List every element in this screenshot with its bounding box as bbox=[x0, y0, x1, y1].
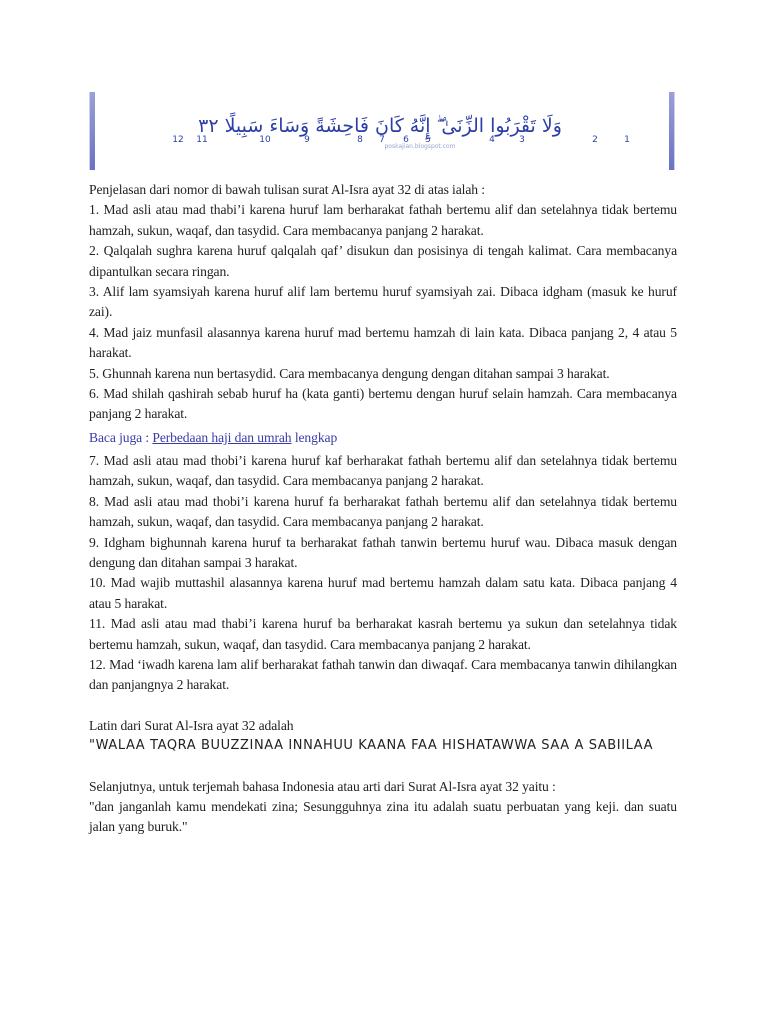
verse-number-label: 9 bbox=[304, 135, 310, 145]
explanation-item: 9. Idgham bighunnah karena huruf ta berharakat fathah tanwin bertemu huruf wau. Dibaca masuk dengan dengung dan ditahan sampai 3 harakat. bbox=[89, 534, 677, 570]
explanation-list-part2 bbox=[89, 451, 677, 696]
spacer bbox=[89, 757, 677, 777]
verse-number-label: 3 bbox=[519, 135, 525, 145]
verse-arabic-graphic bbox=[90, 92, 676, 170]
verse-watermark: poskajian.blogspot.com bbox=[384, 143, 456, 150]
explanation-item: 7. Mad asli atau mad thobi’i karena huruf kaf berharakat fathah bertemu alif dan setelahnya tidak bertemu hamzah, sukun, waqaf, dan tasydid. Cara membacanya panjang 2 harakat. bbox=[89, 452, 677, 489]
explanation-item: 1. Mad asli atau mad thabi’i karena huruf lam berharakat fathah bertemu alif dan setelahnya tidak bertemu hamzah, sukun, waqaf, dan tasydid. Cara membacanya panjang 2 harakat. bbox=[89, 202, 677, 238]
explanation-item: 8. Mad asli atau mad thobi’i karena huruf fa berharakat fathah bertemu alif dan setelahnya tidak bertemu hamzah, sukun, waqaf, dan tasydid. Cara membacanya panjang 2 harakat. bbox=[89, 493, 677, 530]
baca-juga-line bbox=[89, 425, 677, 451]
baca-juga-suffix: lengkap bbox=[291, 429, 338, 445]
verse-number-label: 2 bbox=[592, 135, 598, 145]
verse-number-label: 4 bbox=[489, 135, 495, 145]
verse-arabic-text: وَلَا تَقْرَبُوا الزِّنَىٰ ۖ إِنَّهُ كَانَ فَاحِشَةً وَسَاءَ سَبِيلًا ٣٢ bbox=[198, 115, 562, 137]
verse-number-label: 10 bbox=[259, 135, 271, 145]
article-body bbox=[89, 180, 677, 838]
verse-number-label: 11 bbox=[196, 135, 208, 145]
spacer bbox=[89, 696, 677, 716]
verse-number-label: 8 bbox=[357, 135, 363, 145]
explanation-item: 4. Mad jaiz munfasil alasannya karena huruf mad bertemu hamzah di lain kata. Dibaca panjang 2, 4 atau 5 harakat. bbox=[89, 324, 677, 361]
translation-heading: Selanjutnya, untuk terjemah bahasa Indonesia atau arti dari Surat Al-Isra ayat 32 yaitu : bbox=[89, 778, 556, 794]
explanation-item: 10. Mad wajib muttashil alasannya karena huruf mad bertemu hamzah dalam satu kata. Dibaca panjang 4 atau 5 harakat. bbox=[89, 575, 677, 611]
explanation-item: 2. Qalqalah sughra karena huruf qalqalah qaf’ disukun dan posisinya di tengah kalimat. Cara membacanya dipantulkan secara ringan. bbox=[89, 243, 677, 279]
verse-number-label: 12 bbox=[172, 135, 184, 145]
explanation-list-part1 bbox=[89, 200, 677, 424]
latin-transliteration: "WALAA TAQRA BUUZZINAA INNAHUU KAANA FAA HISHATAWWA SAA A SABIILAA bbox=[89, 738, 654, 754]
explanation-item: 11. Mad asli atau mad thabi’i karena huruf ba berharakat kasrah bertemu ya sukun dan setelahnya tidak bertemu hamzah, sukun, waqaf, dan tasydid. Cara membacanya panjang 2 harakat. bbox=[89, 616, 677, 652]
verse-number-label: 5 bbox=[425, 135, 431, 145]
verse-number-label: 6 bbox=[403, 135, 409, 145]
baca-juga-link[interactable]: Perbedaan haji dan umrah bbox=[152, 429, 292, 445]
explanation-item: 12. Mad ‘iwadh karena lam alif berharakat fathah tanwin dan diwaqaf. Cara membacanya tanwin dihilangkan dan panjangnya 2 harakat. bbox=[89, 656, 677, 693]
explanation-item: 3. Alif lam syamsiyah karena huruf alif lam bertemu huruf syamsiyah zai. Dibaca idgham (masuk ke huruf zai). bbox=[89, 284, 677, 320]
explanation-item: 6. Mad shilah qashirah sebab huruf ha (kata ganti) bertemu dengan huruf selain hamzah. Cara membacanya panjang 2 harakat. bbox=[89, 386, 677, 422]
intro-paragraph: Penjelasan dari nomor di bawah tulisan surat Al-Isra ayat 32 di atas ialah : bbox=[89, 182, 485, 197]
baca-juga-prefix: Baca juga : bbox=[89, 429, 153, 445]
latin-heading: Latin dari Surat Al-Isra ayat 32 adalah bbox=[89, 717, 294, 733]
translation-text: "dan janganlah kamu mendekati zina; Sesungguhnya zina itu adalah suatu perbuatan yang keji. dan suatu jalan yang buruk." bbox=[89, 798, 677, 835]
explanation-item: 5. Ghunnah karena nun bertasydid. Cara membacanya dengung dengan ditahan sampai 3 harakat. bbox=[89, 365, 610, 381]
verse-number-label: 7 bbox=[379, 135, 385, 145]
verse-image bbox=[89, 92, 675, 170]
verse-number-label: 1 bbox=[624, 135, 630, 145]
